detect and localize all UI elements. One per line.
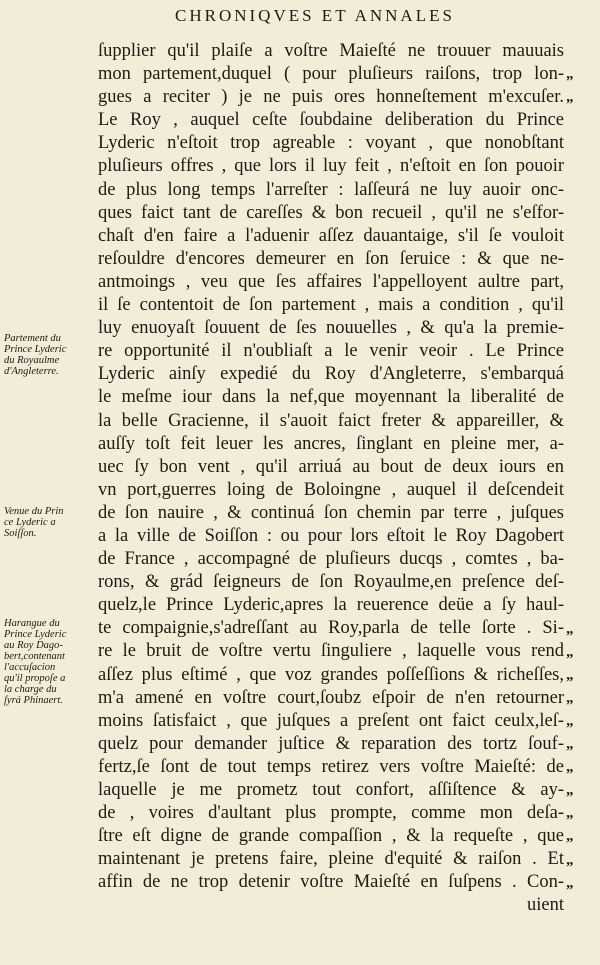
body-text (98, 40, 564, 918)
text-line: m'a amené en voſtre court,ſoubz eſpoir de n'en retourner (98, 687, 564, 708)
text-line: de plus long temps l'arreſter : laſſeurá ne luy auoir onc- (98, 179, 564, 200)
quote-mark: „ (566, 66, 574, 83)
text-line: laquelle je me prometz tout confort, aſſiſtence & ay- (98, 780, 564, 800)
text-line: gues a reciter ) je ne puis ores honneſtement m'excuſer. (98, 87, 564, 108)
margin-note-departure: Partement du Prince Lyderic du Royaulme d'Angleterre. (4, 333, 67, 377)
text-line: Lyderic n'eſtoit trop agreable : voyant , que nonobſtant (98, 133, 564, 154)
quote-mark: „ (566, 643, 574, 660)
quote-mark: „ (566, 828, 574, 845)
quote-mark: „ (566, 759, 574, 776)
text-line: uec ſy bon vent , qu'il arriuá au bout de deux iours en (98, 456, 564, 477)
text-line: quelz pour demander juſtice & reparation des tortz ſouf- (98, 733, 564, 754)
text-line: Le Roy , auquel ceſte ſoubdaine deliberation du Prince (98, 110, 564, 131)
text-line: de France , accompagné de pluſieurs ducqs , comtes , ba- (98, 549, 564, 570)
text-line: chaſt d'en faire a l'aduenir aſſez dauantaige, s'il ſe vouloit (98, 225, 564, 246)
text-line: reſouldre d'encores demeurer en ſon ſeruice : & que ne- (98, 248, 564, 269)
quote-mark: „ (566, 666, 574, 683)
text-line: de , voires d'aultant plus prompte, comme mon deſa- (98, 803, 564, 824)
text-line: te compaignie,s'adreſſant au Roy,parla de telle ſorte . Si- (98, 618, 564, 639)
text-line: auſſy toſt feit leuer les ancres, ſinglant en pleine mer, a- (98, 433, 564, 454)
text-line: maintenant je pretens faire, pleine d'equité & raiſon . Et (98, 849, 564, 870)
text-line: ques faict tant de careſſes & bon recueil , qu'il ne s'eſfor- (98, 202, 564, 223)
text-line: mon partement,duquel ( pour pluſieurs raiſons, trop lon- (98, 64, 564, 85)
quote-mark: „ (566, 782, 574, 799)
text-line: re le bruit de voſtre vertu ſinguliere , laquelle vous rend (98, 641, 564, 662)
text-line: a la ville de Soiſſon : ou pour lors eſtoit le Roy Dagobert (98, 525, 564, 546)
text-line: luy enuoyaſt ſouuent de ſes nouuelles , & qu'a la premie- (98, 318, 564, 339)
quote-mark: „ (566, 689, 574, 706)
text-line: affin de ne trop detenir voſtre Maieſté en ſuſpens . Con- (98, 872, 564, 893)
quote-mark: „ (566, 620, 574, 637)
margin-note-harangue: Harangue du Prince Lyderic au Roy Dago- bert,contenant l'accuſacion qu'il propoſe a la charge du ſyrá Phinaert. (4, 618, 67, 706)
text-line: le meſme iour dans la nef,que moyennant la liberalité de (98, 387, 564, 408)
running-head: CHRONIQVES ET ANNALES (175, 6, 455, 25)
text-line: Lyderic ainſy expedié du Roy d'Angleterre, s'embarquá (98, 364, 564, 385)
quote-mark: „ (566, 89, 574, 106)
text-line: pluſieurs offres , que lors il luy feit , n'eſtoit en ſon pouoir (98, 156, 564, 177)
text-line: il ſe contentoit de ſon partement , mais a condition , qu'il (98, 295, 564, 316)
margin-note-arrival-soissons: Venue du Prin ce Lyderic a Soiſſon. (4, 506, 64, 539)
text-line: ſupplier qu'il plaiſe a voſtre Maieſté ne trouuer mauuais (98, 41, 564, 61)
text-line: antmoings , veu que ſes affaires l'appelloyent aultre part, (98, 271, 564, 292)
text-line: fertz,ſe ſont de tout temps retirez vers voſtre Maieſté: de (98, 756, 564, 777)
quote-mark: „ (566, 851, 574, 868)
text-line: re opportunité il n'oubliaſt a le venir veoir . Le Prince (98, 341, 564, 362)
quote-mark: „ (566, 712, 574, 729)
quote-mark: „ (566, 805, 574, 822)
text-line: moins ſatisfaict , que juſques a preſent ont faict ceulx,leſ- (98, 710, 564, 731)
text-line: la belle Gracienne, il s'auoit faict freter & appareiller, & (98, 410, 564, 431)
text-line: vn port,guerres loing de Boloingne , auquel il deſcendeit (98, 479, 564, 500)
text-line: uient (527, 895, 564, 916)
text-line: quelz,le Prince Lyderic,apres la reuerence deüe a ſy haul- (98, 595, 564, 616)
quote-mark: „ (566, 736, 574, 752)
quote-mark: „ (566, 874, 574, 891)
text-line: rons, & grád ſeigneurs de ſon Royaulme,en preſence deſ- (98, 572, 564, 593)
text-line: ſtre eſt digne de grande compaſſion , & la requeſte , que (98, 826, 564, 847)
text-line: de ſon nauire , & continuá ſon chemin par terre , juſques (98, 502, 564, 523)
text-line: aſſez plus eſtimé , que voz grandes poſſeſſions & richeſſes, (98, 664, 564, 685)
